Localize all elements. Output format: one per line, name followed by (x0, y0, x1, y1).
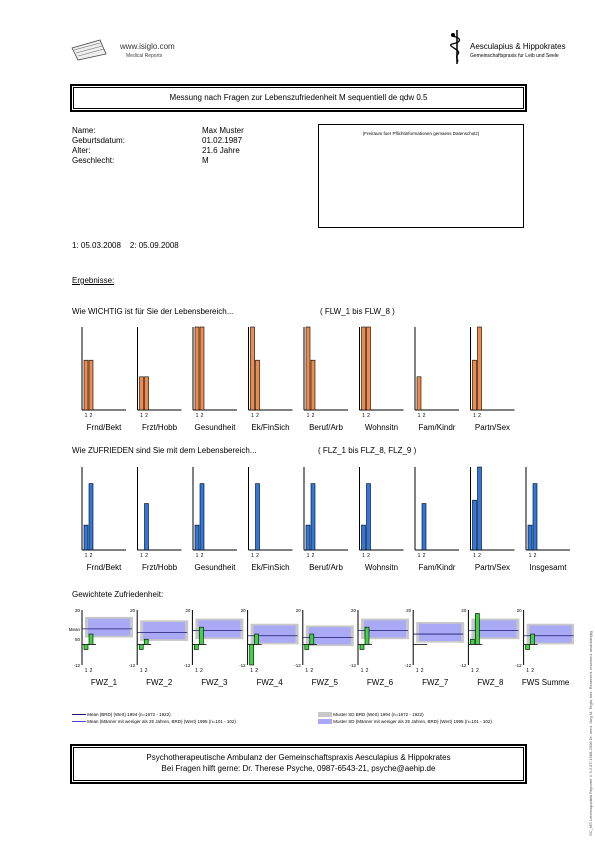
sd-box-men-7 (474, 620, 516, 637)
bar-Beruf/Arb-2 (311, 484, 315, 550)
tick-label-6-1: 2 (420, 668, 424, 674)
tick-label-1-0: 1 (139, 668, 143, 674)
tick-label-6-0: 1 (417, 413, 421, 419)
tick-label-2-0: 1 (195, 553, 199, 559)
section1-range: ( FLW_1 bis FLW_8 ) (320, 307, 395, 316)
axis-max-label-1: 20 (130, 608, 136, 613)
tick-label-6-1: 2 (422, 553, 426, 559)
footer-box (70, 744, 527, 784)
bar-Gesundheit-2 (200, 484, 204, 550)
bar-FWZ_8-1 (470, 639, 474, 644)
category-label-7: FWZ_8 (477, 678, 504, 687)
bar-Frzt/Hobb-2 (145, 504, 149, 550)
left-logo (70, 38, 190, 64)
category-label-7: Partn/Sex (474, 563, 511, 572)
axis-max-label-2: 20 (185, 608, 191, 613)
axis-min-label-8: -12 (515, 663, 522, 668)
tick-label-3-0: 1 (251, 413, 254, 419)
bar-FWZ_1-1 (84, 644, 88, 649)
tick-label-5-0: 1 (362, 413, 365, 419)
tick-label-1-1: 2 (145, 413, 148, 419)
tick-label-8-1: 2 (531, 668, 534, 674)
axis-mean-label: Mean (68, 626, 80, 632)
legend-line2-swatch (72, 721, 86, 722)
bar-FWZ_4-2 (255, 634, 259, 644)
tick-label-2-0: 1 (195, 413, 199, 419)
category-label-4: Beruf/Arb (309, 423, 343, 432)
category-label-1: FWZ_2 (146, 678, 173, 687)
category-label-2: Gesundheit (194, 563, 236, 572)
sd-box-men-1 (143, 622, 185, 639)
legend-box2-swatch (318, 719, 332, 724)
tick-label-3-1: 2 (255, 668, 258, 674)
axis-max-label-8: 20 (516, 608, 522, 613)
legend-line2-text: Mean (Männer mit weniger als 25 Jahren, BRD) (Wert) 1995 (n=101 - 102) (87, 719, 236, 724)
tick-label-4-0: 1 (305, 668, 309, 674)
bar-FWZ_8-2 (475, 613, 479, 644)
bar-Ek/FinSich-1 (251, 327, 255, 410)
bar-Gesundheit-2 (200, 327, 204, 410)
category-label-3: Ek/FinSich (251, 563, 290, 572)
legend (72, 712, 572, 732)
legend-line2 (72, 719, 236, 725)
legend-line1-swatch (72, 714, 86, 715)
tick-label-1-1: 2 (144, 668, 148, 674)
category-label-5: Wohnsitn (364, 423, 399, 432)
axis-max-label-0: 20 (74, 608, 80, 613)
sd-box-men-8 (530, 625, 572, 642)
category-label-2: Gesundheit (194, 423, 236, 432)
section3-title: Gewichtete Zufriedenheit: (72, 590, 164, 599)
bar-FWZ_4-1 (250, 644, 254, 665)
bar-Insgesamt-2 (533, 484, 537, 550)
chart-weighted (64, 603, 574, 703)
bar-FWZ_3-2 (199, 627, 203, 644)
tick-label-4-0: 1 (306, 553, 310, 559)
tick-label-7-0: 1 (471, 668, 474, 674)
tick-label-5-0: 1 (362, 553, 365, 559)
tick-label-1-1: 2 (145, 553, 148, 559)
axis-max-label-7: 20 (461, 608, 467, 613)
axis-max-label-5: 20 (350, 608, 356, 613)
category-label-2: FWZ_3 (201, 678, 228, 687)
tick-label-2-1: 2 (200, 413, 204, 419)
bar-FWZ_3-1 (194, 644, 198, 649)
tick-label-7-1: 2 (478, 553, 481, 559)
axis-min-label-5: -12 (349, 663, 356, 668)
tick-label-1-0: 1 (140, 553, 143, 559)
category-label-1: Frzt/Hobb (141, 563, 178, 572)
legend-box1 (318, 712, 424, 718)
category-label-8: Insgesamt (529, 563, 567, 572)
tick-label-0-0: 1 (84, 668, 88, 674)
legend-line1 (72, 712, 171, 718)
tick-label-2-1: 2 (200, 668, 203, 674)
category-label-5: Wohnsitn (364, 563, 399, 572)
label-dob: Geburtsdatum: (72, 136, 125, 145)
bar-Wohnsitn-2 (367, 327, 371, 410)
category-label-6: Fam/Kindr (418, 423, 456, 432)
legend-box1-swatch (318, 712, 332, 717)
tick-label-7-0: 1 (473, 553, 476, 559)
category-label-0: FWZ_1 (90, 678, 118, 687)
axis-min-label-7: -12 (459, 663, 467, 668)
bar-Beruf/Arb-1 (306, 525, 310, 550)
chart-satisfaction (72, 462, 572, 574)
bar-Wohnsitn-2 (367, 484, 371, 550)
footer-line1: Psychotherapeutische Ambulanz der Gemeinschaftspraxis Aesculapius & Hippokrates (146, 753, 451, 762)
tick-label-6-1: 2 (422, 413, 426, 419)
left-logo-text: www.isiglo.com (120, 42, 175, 51)
tick-label-8-0: 1 (526, 668, 529, 674)
category-label-8: FWS Summe (521, 678, 570, 687)
category-label-3: Ek/FinSich (251, 423, 290, 432)
tick-label-4-0: 1 (306, 413, 310, 419)
sd-box-men-5 (364, 620, 406, 637)
bar-Wohnsitn-1 (362, 327, 366, 410)
axis-mid-label: 50 (74, 637, 80, 643)
bar-FWS Summe-1 (526, 644, 530, 649)
tick-label-6-0: 1 (417, 553, 421, 559)
bar-Wohnsitn-1 (362, 525, 366, 550)
bar-Partn/Sex-1 (473, 360, 477, 410)
sd-box-men-4 (309, 627, 351, 644)
note-box (318, 124, 524, 228)
tick-label-0-1: 2 (89, 668, 93, 674)
label-name: Name: (72, 126, 96, 135)
tick-label-5-0: 1 (360, 668, 364, 674)
bar-Fam/Kindr-2 (422, 504, 426, 550)
legend-line1-text: Mean (BRD) (Wert) 1994 (n=1672 - 1922) (87, 712, 171, 717)
tick-label-7-0: 1 (473, 413, 476, 419)
bar-FWZ_5-1 (305, 644, 309, 649)
tick-label-0-0: 1 (84, 553, 88, 559)
tick-label-6-0: 1 (415, 668, 419, 674)
tick-label-5-1: 2 (367, 413, 370, 419)
chart-importance (72, 322, 572, 432)
section2-range: ( FLZ_1 bis FLZ_8, FLZ_9 ) (318, 446, 417, 455)
bar-Ek/FinSich-2 (256, 360, 260, 410)
right-logo-title: Aesculapius & Hippokrates (470, 42, 566, 51)
tick-label-4-1: 2 (311, 413, 315, 419)
right-logo-sub: Gemeinschaftspraxis fur Leib und Seele (470, 53, 559, 59)
tick-label-1-0: 1 (140, 413, 143, 419)
tick-label-7-1: 2 (478, 413, 481, 419)
bar-Frnd/Bekt-1 (84, 360, 88, 410)
tick-label-8-0: 1 (528, 553, 532, 559)
bar-Beruf/Arb-2 (311, 360, 315, 410)
axis-max-label-4: 20 (295, 608, 301, 613)
category-label-4: Beruf/Arb (309, 563, 343, 572)
patient-labels (72, 126, 192, 166)
note-text: (Freiraum fuer Pflichtinformationen gemaess Datenschutz) (362, 131, 480, 136)
tick-label-0-0: 1 (84, 413, 88, 419)
bar-FWZ_2-1 (139, 644, 143, 649)
bar-Gesundheit-1 (195, 327, 199, 410)
legend-box2 (318, 719, 492, 725)
title-box (70, 84, 527, 112)
category-label-4: FWZ_5 (311, 678, 338, 687)
caduceus-icon (448, 28, 466, 66)
value-age: 21.6 Jahre (202, 146, 240, 155)
bar-Partn/Sex-2 (478, 467, 482, 550)
tick-label-0-1: 2 (89, 553, 93, 559)
footer-line2: Bei Fragen hilft gerne: Dr. Therese Psyche, 0987-6543-21, psyche@aehip.de (161, 764, 436, 773)
axis-max-label-3: 20 (240, 608, 246, 613)
sd-box-men-6 (419, 624, 461, 641)
bar-Frnd/Bekt-2 (89, 484, 93, 550)
tick-label-5-1: 2 (365, 668, 369, 674)
bar-FWZ_1-2 (89, 634, 93, 644)
bar-FWZ_5-2 (310, 634, 314, 644)
bar-Frnd/Bekt-1 (84, 525, 88, 550)
label-sex: Geschlecht: (72, 156, 115, 165)
section2-title: Wie ZUFRIEDEN sind Sie mit dem Lebensbereich... (72, 446, 257, 455)
left-logo-sub: Medical Reports (126, 53, 163, 59)
envelope-logo-icon (70, 38, 120, 62)
tick-label-4-1: 2 (311, 553, 315, 559)
tick-label-3-0: 1 (250, 668, 253, 674)
axis-min-label-1: -12 (128, 663, 136, 668)
category-label-6: Fam/Kindr (418, 563, 456, 572)
bar-Insgesamt-1 (528, 525, 532, 550)
sd-box-men-0 (88, 619, 130, 636)
tick-label-5-1: 2 (367, 553, 370, 559)
bar-Beruf/Arb-1 (306, 327, 310, 410)
tick-label-0-1: 2 (89, 413, 93, 419)
tick-label-3-0: 1 (251, 553, 254, 559)
dates: 1: 05.03.2008 2: 05.09.2008 (72, 241, 179, 250)
category-label-1: Frzt/Hobb (141, 423, 178, 432)
tick-label-3-1: 2 (256, 413, 259, 419)
right-logo (448, 28, 578, 68)
axis-min-label-0: -12 (73, 663, 80, 668)
patient-values (202, 126, 302, 166)
value-name: Max Muster (202, 126, 244, 135)
tick-label-8-1: 2 (533, 553, 537, 559)
bar-Partn/Sex-2 (478, 327, 482, 410)
category-label-6: FWZ_7 (422, 678, 449, 687)
tick-label-2-0: 1 (195, 668, 198, 674)
bar-FWZ_6-2 (365, 627, 369, 644)
sd-box-men-2 (198, 620, 240, 637)
sd-box-men-3 (254, 625, 296, 642)
category-label-5: FWZ_6 (366, 678, 394, 687)
legend-box1-text: Muster SD BRD (Wert) 1994 (n=1672 - 1922) (333, 712, 424, 717)
axis-max-label-6: 20 (406, 608, 412, 613)
category-label-3: FWZ_4 (256, 678, 283, 687)
value-sex: M (202, 156, 209, 165)
bar-Partn/Sex-1 (473, 500, 477, 550)
side-text: SC_MS Lebensqualität Reporter V 3.2.5© 1988-2008 Dr. med. Jürg M. Tegla, hinr. Reserved. reserved: unabhängig (588, 631, 593, 836)
bar-FWZ_6-1 (360, 644, 364, 649)
bar-Fam/Kindr-1 (417, 377, 421, 410)
results-label: Ergebnisse: (72, 276, 115, 285)
axis-min-label-6: -12 (404, 663, 412, 668)
axis-min-label-3: -12 (239, 663, 246, 668)
section1-title: Wie WICHTIG ist für Sie der Lebensbereich... (72, 307, 234, 316)
page-title: Messung nach Fragen zur Lebenszufriedenheit M sequentiell de qdw 0.5 (169, 93, 428, 102)
category-label-0: Frnd/Bekt (86, 563, 122, 572)
value-dob: 01.02.1987 (202, 136, 243, 145)
legend-box2-text: Muster SD (Männer mit weniger als 25 Jahren, BRD) (Wert) 1995 (n=101 - 102) (333, 719, 492, 724)
bar-FWZ_2-2 (144, 639, 148, 644)
bar-Frzt/Hobb-1 (140, 377, 144, 410)
tick-label-2-1: 2 (200, 553, 204, 559)
bar-Frzt/Hobb-2 (145, 377, 149, 410)
bar-Frnd/Bekt-2 (89, 360, 93, 410)
axis-min-label-2: -12 (183, 663, 191, 668)
label-age: Alter: (72, 146, 91, 155)
category-label-0: Frnd/Bekt (86, 423, 122, 432)
tick-label-7-1: 2 (476, 668, 479, 674)
tick-label-3-1: 2 (256, 553, 259, 559)
bar-Ek/FinSich-2 (256, 484, 260, 550)
bar-FWS Summe-2 (531, 634, 535, 644)
tick-label-4-1: 2 (310, 668, 314, 674)
axis-min-label-4: -12 (294, 663, 301, 668)
category-label-7: Partn/Sex (474, 423, 511, 432)
bar-Gesundheit-1 (195, 525, 199, 550)
